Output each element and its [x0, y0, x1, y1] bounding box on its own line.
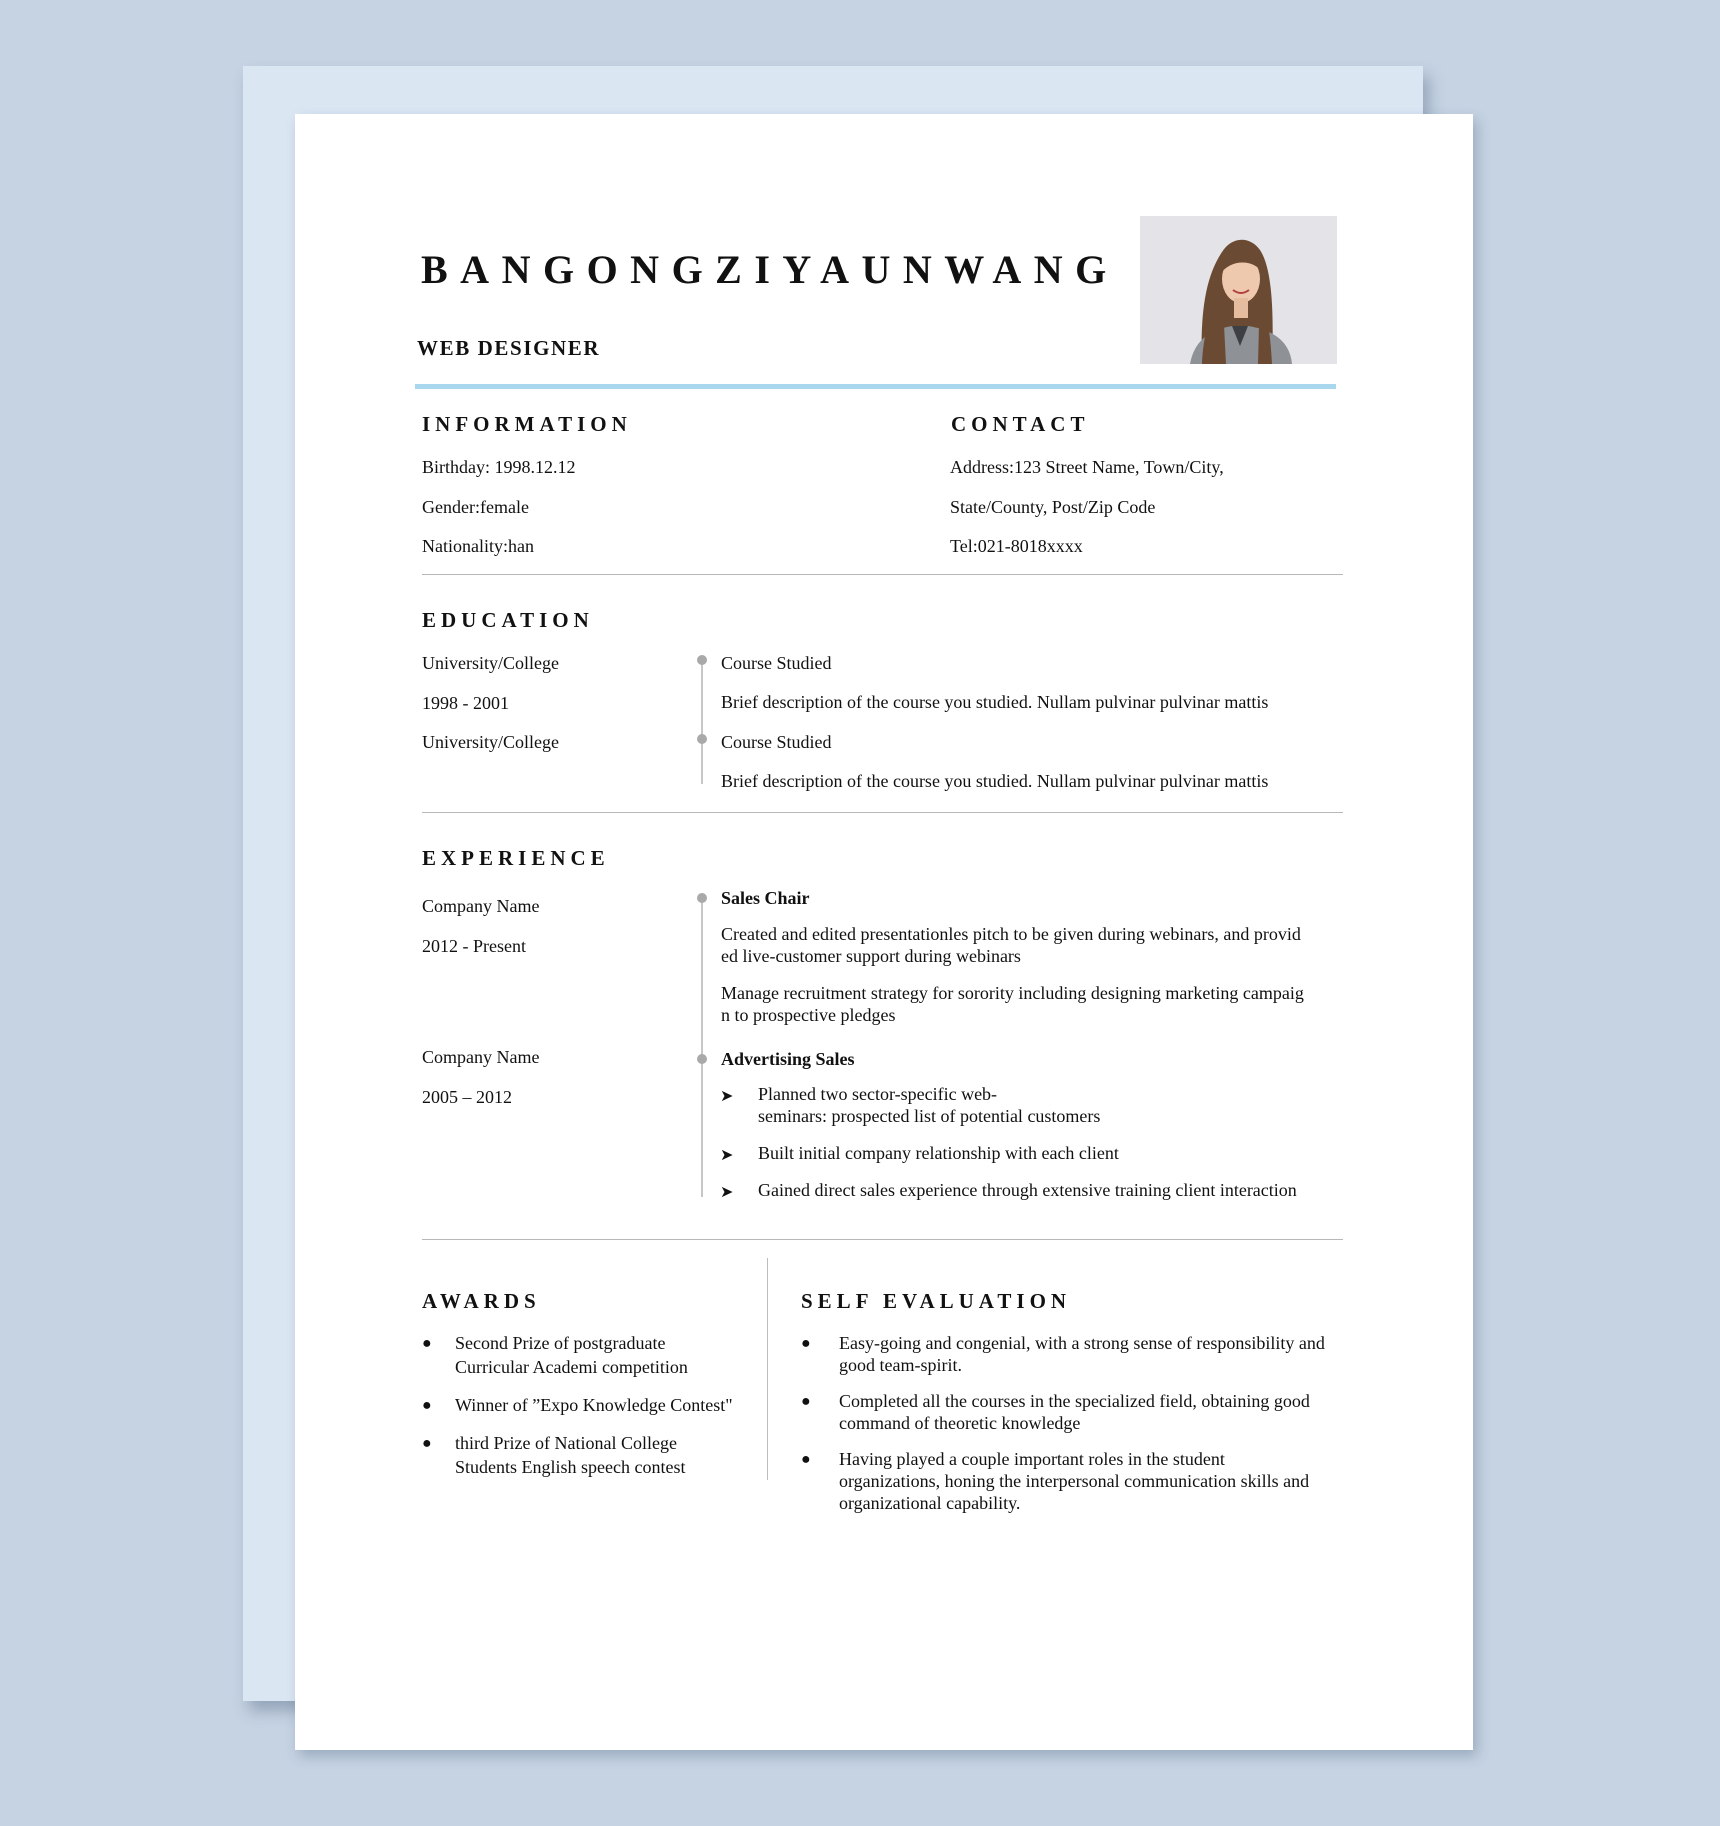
section-divider [422, 574, 1343, 575]
job-period-1: 2012 - Present [422, 936, 526, 956]
birthday-text: Birthday: 1998.12.12 [422, 457, 576, 477]
arrow-bullet-icon: ➤ [720, 1184, 734, 1201]
education-timeline [701, 659, 703, 784]
header-accent-line [415, 384, 1336, 389]
award-2: Winner of ”Expo Knowledge Contest" [455, 1395, 733, 1415]
bullet-icon: ● [801, 1335, 811, 1352]
role-1-paragraph-1-line-2: ed live-customer support during webinars [721, 946, 1021, 966]
resume-page [295, 114, 1473, 1750]
education-school-2: University/College [422, 732, 559, 752]
job-period-2: 2005 – 2012 [422, 1087, 512, 1107]
bullet-icon: ● [422, 1435, 432, 1452]
role-2-bullet-1-line-1: Planned two sector-specific web- [758, 1084, 998, 1104]
bullet-icon: ● [422, 1335, 432, 1352]
course-title-1: Course Studied [721, 653, 832, 673]
self-eval-3-line-3: organizational capability. [839, 1493, 1021, 1513]
self-eval-2-line-1: Completed all the courses in the specialized field, obtaining good [839, 1391, 1310, 1411]
address-line-1: Address:123 Street Name, Town/City, [950, 457, 1224, 477]
award-1-line-1: Second Prize of postgraduate [455, 1333, 666, 1353]
section-divider [422, 812, 1343, 813]
bullet-icon: ● [801, 1393, 811, 1410]
role-title-2: Advertising Sales [721, 1049, 855, 1069]
self-eval-1-line-1: Easy-going and congenial, with a strong sense of responsibility and [839, 1333, 1325, 1353]
nationality-text: Nationality:han [422, 536, 534, 556]
gender-text: Gender:female [422, 497, 529, 517]
self-eval-3-line-1: Having played a couple important roles in the student [839, 1449, 1225, 1469]
experience-heading: EXPERIENCE [422, 846, 610, 870]
education-heading: EDUCATION [422, 608, 594, 632]
award-3-line-1: third Prize of National College [455, 1433, 677, 1453]
profile-photo [1140, 216, 1337, 364]
portrait-image [1140, 216, 1337, 364]
education-school-1: University/College [422, 653, 559, 673]
role-2-bullet-2: Built initial company relationship with each client [758, 1143, 1119, 1163]
experience-timeline [701, 897, 703, 1197]
information-heading: INFORMATION [422, 412, 632, 436]
arrow-bullet-icon: ➤ [720, 1088, 734, 1105]
telephone-text: Tel:021-8018xxxx [950, 536, 1083, 556]
timeline-dot [697, 734, 707, 744]
role-2-bullet-3: Gained direct sales experience through extensive training client interaction [758, 1180, 1297, 1200]
role-1-paragraph-1-line-1: Created and edited presentationles pitch to be given during webinars, and provid [721, 924, 1301, 944]
company-name-1: Company Name [422, 896, 540, 916]
course-description-2: Brief description of the course you studied. Nullam pulvinar pulvinar mattis [721, 771, 1269, 791]
education-years: 1998 - 2001 [422, 693, 509, 713]
self-eval-2-line-2: command of theoretic knowledge [839, 1413, 1081, 1433]
contact-heading: CONTACT [951, 412, 1090, 436]
column-divider [767, 1258, 768, 1480]
role-2-bullet-1-line-2: seminars: prospected list of potential customers [758, 1106, 1101, 1126]
course-title-2: Course Studied [721, 732, 832, 752]
self-evaluation-heading: SELF EVALUATION [801, 1289, 1072, 1313]
arrow-bullet-icon: ➤ [720, 1147, 734, 1164]
self-eval-1-line-2: good team-spirit. [839, 1355, 962, 1375]
address-line-2: State/County, Post/Zip Code [950, 497, 1156, 517]
award-3-line-2: Students English speech contest [455, 1457, 686, 1477]
timeline-dot [697, 893, 707, 903]
awards-heading: AWARDS [422, 1289, 541, 1313]
bullet-icon: ● [801, 1451, 811, 1468]
timeline-dot [697, 655, 707, 665]
section-divider [422, 1239, 1343, 1240]
role-1-paragraph-2-line-2: n to prospective pledges [721, 1005, 896, 1025]
job-title: WEB DESIGNER [417, 336, 601, 360]
candidate-name: BANGONGZIYAUNWANG [421, 247, 1119, 292]
award-1-line-2: Curricular Academi competition [455, 1357, 688, 1377]
timeline-dot [697, 1054, 707, 1064]
role-title-1: Sales Chair [721, 888, 810, 908]
role-1-paragraph-2-line-1: Manage recruitment strategy for sorority including designing marketing campaig [721, 983, 1304, 1003]
bullet-icon: ● [422, 1397, 432, 1414]
course-description-1: Brief description of the course you studied. Nullam pulvinar pulvinar mattis [721, 692, 1269, 712]
company-name-2: Company Name [422, 1047, 540, 1067]
self-eval-3-line-2: organizations, honing the interpersonal communication skills and [839, 1471, 1310, 1491]
